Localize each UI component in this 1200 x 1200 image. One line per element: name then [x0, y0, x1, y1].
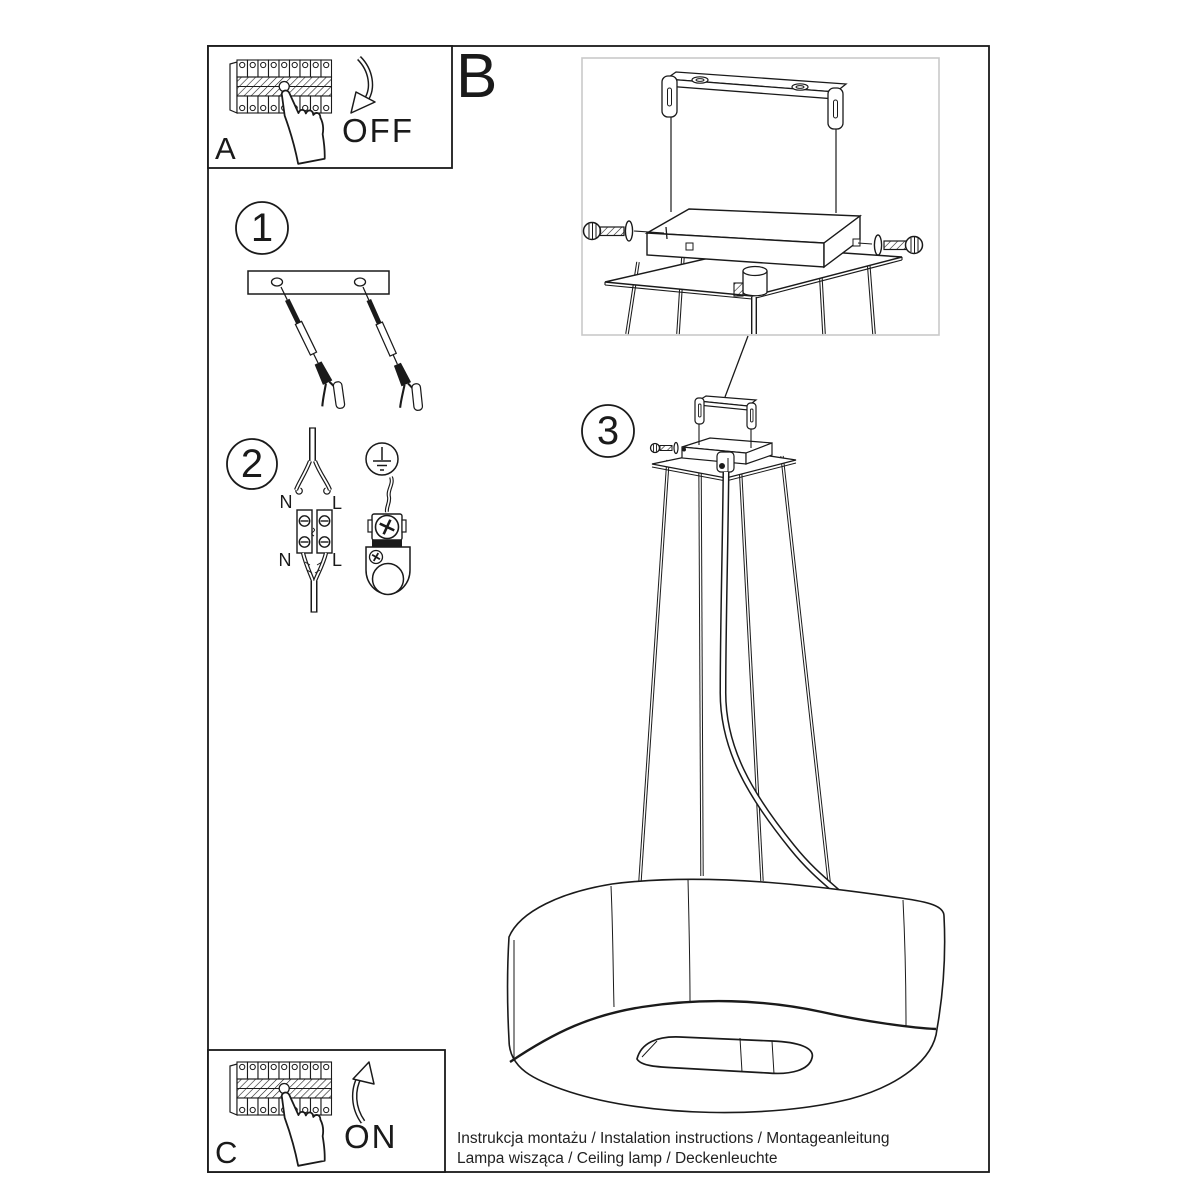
- panel-a-label: A: [215, 131, 236, 166]
- breaker-panel-on-icon: [230, 1062, 332, 1115]
- step3-screw-icon: [651, 443, 687, 454]
- earth-symbol-icon: [366, 443, 398, 475]
- leader-line: [725, 336, 748, 397]
- panel-c-label: C: [215, 1135, 238, 1170]
- lamp-cable: [303, 553, 326, 612]
- breaker-panel-off-icon: [230, 60, 332, 113]
- step1: [236, 202, 430, 418]
- footer-line-1: Instrukcja montażu / Instalation instructions / Montageanleitung: [457, 1130, 890, 1147]
- lamp-suspension-wires: [640, 456, 830, 890]
- ceiling-bracket-icon: [662, 72, 846, 213]
- off-label: OFF: [342, 112, 414, 149]
- live-label-top: L: [331, 493, 343, 513]
- neutral-label-bottom: N: [278, 550, 292, 570]
- mounting-bar: [248, 271, 389, 294]
- screw-right-icon: [858, 235, 923, 255]
- wall-anchor-icon: [267, 281, 352, 416]
- step2-number: 2: [240, 442, 264, 486]
- lamp-shade: [508, 879, 945, 1113]
- on-label: ON: [344, 1118, 398, 1155]
- step3-number: 3: [596, 409, 620, 453]
- mounting-hole: [355, 278, 366, 286]
- canopy-box: [647, 209, 860, 267]
- step1-number: 1: [250, 206, 274, 250]
- neutral-label-top: N: [279, 492, 293, 512]
- live-label-bottom: L: [331, 550, 343, 570]
- step3-assembly: [640, 396, 843, 897]
- canopy-exploded-view: [584, 72, 923, 334]
- step2: [227, 428, 410, 612]
- earth-clamp-icon: [366, 514, 410, 595]
- footer-line-2: Lampa wisząca / Ceiling lamp / Deckenleuchte: [457, 1150, 778, 1167]
- terminal-block-icon: [297, 510, 332, 553]
- wall-anchor-icon: [349, 282, 430, 418]
- earth-wire: [387, 477, 392, 512]
- mounting-hole: [272, 278, 283, 286]
- supply-cable: [296, 428, 330, 494]
- panel-b-label: B: [456, 42, 498, 111]
